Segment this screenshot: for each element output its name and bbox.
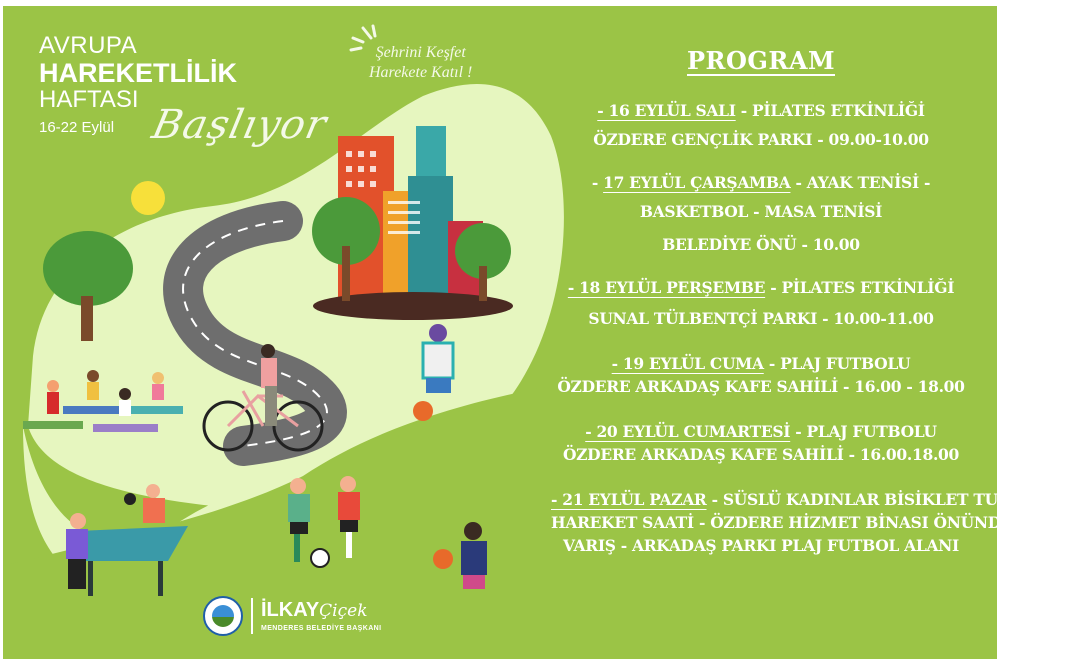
title-line-2: HAREKETLİLİK [39, 58, 237, 88]
event-details: BASKETBOL - MASA TENİSİ [639, 202, 883, 221]
event-4 [551, 354, 971, 396]
basketball-player-illustration [378, 321, 488, 431]
event-details: BELEDİYE ÖNÜ - 10.00 [662, 235, 860, 254]
city-buildings-illustration [308, 126, 518, 326]
tree-trunk [81, 296, 93, 341]
tree-icon [43, 231, 133, 306]
event-1 [551, 101, 971, 149]
date-range: 16-22 Eylül [39, 119, 115, 136]
title-line-3: HAFTASI [39, 86, 139, 113]
event-details: SUNAL TÜLBENTÇİ PARKI - 10.00-11.00 [588, 309, 934, 328]
tagline-line-2: Harekete Katıl ! [369, 64, 473, 81]
cyclist-illustration [203, 346, 323, 456]
event-prefix: - [591, 173, 604, 192]
event-date: - 21 EYLÜL PAZAR [551, 490, 707, 509]
event-5 [551, 422, 971, 464]
event-date: - 20 EYLÜL CUMARTESİ [585, 422, 791, 441]
event-activity: - PLAJ FUTBOLU [763, 354, 911, 373]
event-details: HAREKET SAATİ - ÖZDERE HİZMET BİNASI ÖNÜNDEN [551, 513, 1032, 532]
mayor-title: MENDERES BELEDİYE BAŞKANI [261, 625, 382, 632]
event-date: - 18 EYLÜL PERŞEMBE [567, 278, 766, 297]
event-2 [551, 173, 971, 254]
event-activity: - PLAJ FUTBOLU [790, 422, 937, 441]
mayor-logo [203, 596, 381, 636]
event-details: ÖZDERE ARKADAŞ KAFE SAHİLİ - 16.00 - 18.00 [557, 377, 965, 396]
event-poster [3, 6, 1078, 659]
sun-icon [131, 181, 165, 215]
table-tennis-illustration [48, 481, 198, 596]
event-time: 17.30 [1031, 513, 1078, 532]
municipality-seal-icon [203, 596, 243, 636]
event-3 [551, 278, 971, 328]
event-activity: - SÜSLÜ KADINLAR BİSİKLET TURU [706, 490, 1024, 509]
event-details: ÖZDERE GENÇLİK PARKI - 09.00-10.00 [593, 130, 929, 149]
title-line-1: AVRUPA [39, 32, 138, 59]
program-title: PROGRAM [686, 46, 836, 75]
mayor-surname: Çiçek [319, 601, 368, 621]
event-date: - 19 EYLÜL CUMA [611, 354, 764, 373]
mayor-name: İLKAY [261, 599, 320, 621]
event-details: VARIŞ - ARKADAŞ PARKI PLAJ FUTBOL ALANI [562, 536, 959, 555]
event-date: 17 EYLÜL ÇARŞAMBA [603, 173, 791, 192]
event-details: ÖZDERE ARKADAŞ KAFE SAHİLİ - 16.00.18.00 [562, 445, 960, 464]
event-activity: - PİLATES ETKİNLİĞİ [735, 101, 925, 120]
event-date: - 16 EYLÜL SALI [597, 101, 736, 120]
event-activity: - AYAK TENİSİ - [790, 173, 931, 192]
event-6 [551, 490, 1078, 555]
tagline [369, 43, 472, 83]
program-section [551, 46, 1078, 555]
yoga-group-illustration [23, 376, 193, 436]
event-activity: - PİLATES ETKİNLİĞİ [765, 278, 955, 297]
script-subtitle: Başlıyor [148, 102, 332, 148]
divider [251, 598, 253, 634]
soccer-players-illustration [258, 476, 388, 571]
tagline-line-1: Şehrini Keşfet [375, 44, 466, 61]
basketball-player-2-illustration [423, 521, 513, 626]
